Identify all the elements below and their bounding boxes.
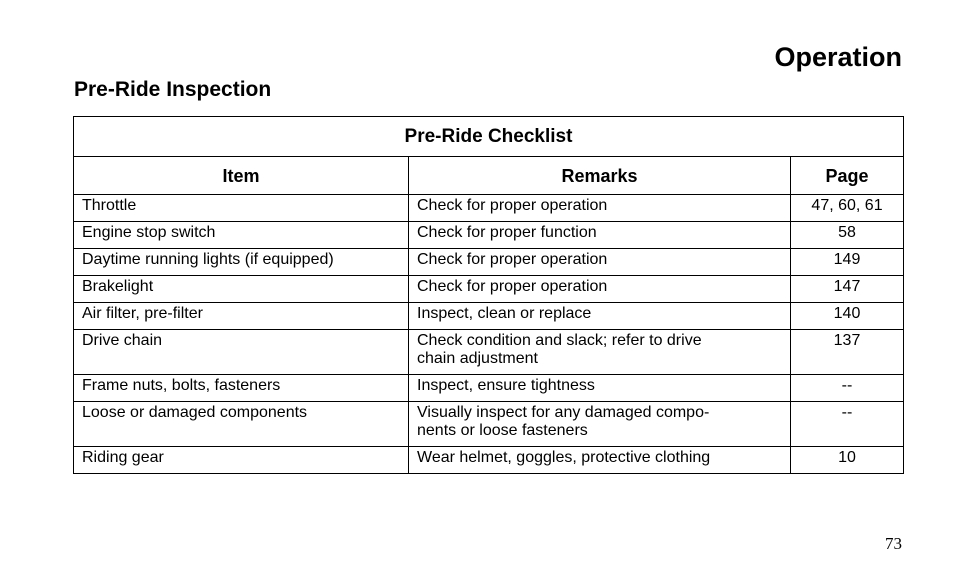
table-row bbox=[74, 195, 904, 222]
cell-remarks: Check for proper operation bbox=[409, 276, 791, 303]
page-number: 73 bbox=[885, 534, 902, 553]
cell-remarks: Inspect, ensure tightness bbox=[409, 375, 791, 402]
cell-item: Drive chain bbox=[74, 330, 409, 375]
cell-page: 149 bbox=[791, 249, 904, 276]
table-row bbox=[74, 276, 904, 303]
subsection-title: Pre-Ride Inspection bbox=[74, 78, 272, 101]
column-header-page: Page bbox=[791, 157, 904, 195]
cell-page: 58 bbox=[791, 222, 904, 249]
pre-ride-checklist-table bbox=[73, 116, 904, 474]
table-row bbox=[74, 222, 904, 249]
cell-item: Daytime running lights (if equipped) bbox=[74, 249, 409, 276]
cell-item: Frame nuts, bolts, fasteners bbox=[74, 375, 409, 402]
cell-remarks: Check for proper operation bbox=[409, 249, 791, 276]
cell-remarks: Check for proper operation bbox=[409, 195, 791, 222]
table-row bbox=[74, 375, 904, 402]
table-body bbox=[74, 195, 904, 474]
cell-item: Air filter, pre-filter bbox=[74, 303, 409, 330]
cell-remarks: Inspect, clean or replace bbox=[409, 303, 791, 330]
section-title: Operation bbox=[774, 42, 902, 72]
table-row bbox=[74, 330, 904, 375]
table-row bbox=[74, 303, 904, 330]
cell-page: 137 bbox=[791, 330, 904, 375]
table-row bbox=[74, 402, 904, 447]
table-row bbox=[74, 447, 904, 474]
column-header-item: Item bbox=[74, 157, 409, 195]
cell-item: Riding gear bbox=[74, 447, 409, 474]
cell-remarks: Wear helmet, goggles, protective clothing bbox=[409, 447, 791, 474]
cell-page: 147 bbox=[791, 276, 904, 303]
cell-page: 47, 60, 61 bbox=[791, 195, 904, 222]
cell-remarks: Check for proper function bbox=[409, 222, 791, 249]
cell-page: 140 bbox=[791, 303, 904, 330]
table-title: Pre-Ride Checklist bbox=[74, 117, 904, 157]
column-header-remarks: Remarks bbox=[409, 157, 791, 195]
cell-remarks: Visually inspect for any damaged compo- nents or loose fasteners bbox=[409, 402, 791, 447]
cell-item: Loose or damaged components bbox=[74, 402, 409, 447]
cell-item: Brakelight bbox=[74, 276, 409, 303]
cell-item: Engine stop switch bbox=[74, 222, 409, 249]
cell-page: -- bbox=[791, 402, 904, 447]
cell-item: Throttle bbox=[74, 195, 409, 222]
cell-remarks: Check condition and slack; refer to drive chain adjustment bbox=[409, 330, 791, 375]
table-row bbox=[74, 249, 904, 276]
cell-page: -- bbox=[791, 375, 904, 402]
cell-page: 10 bbox=[791, 447, 904, 474]
